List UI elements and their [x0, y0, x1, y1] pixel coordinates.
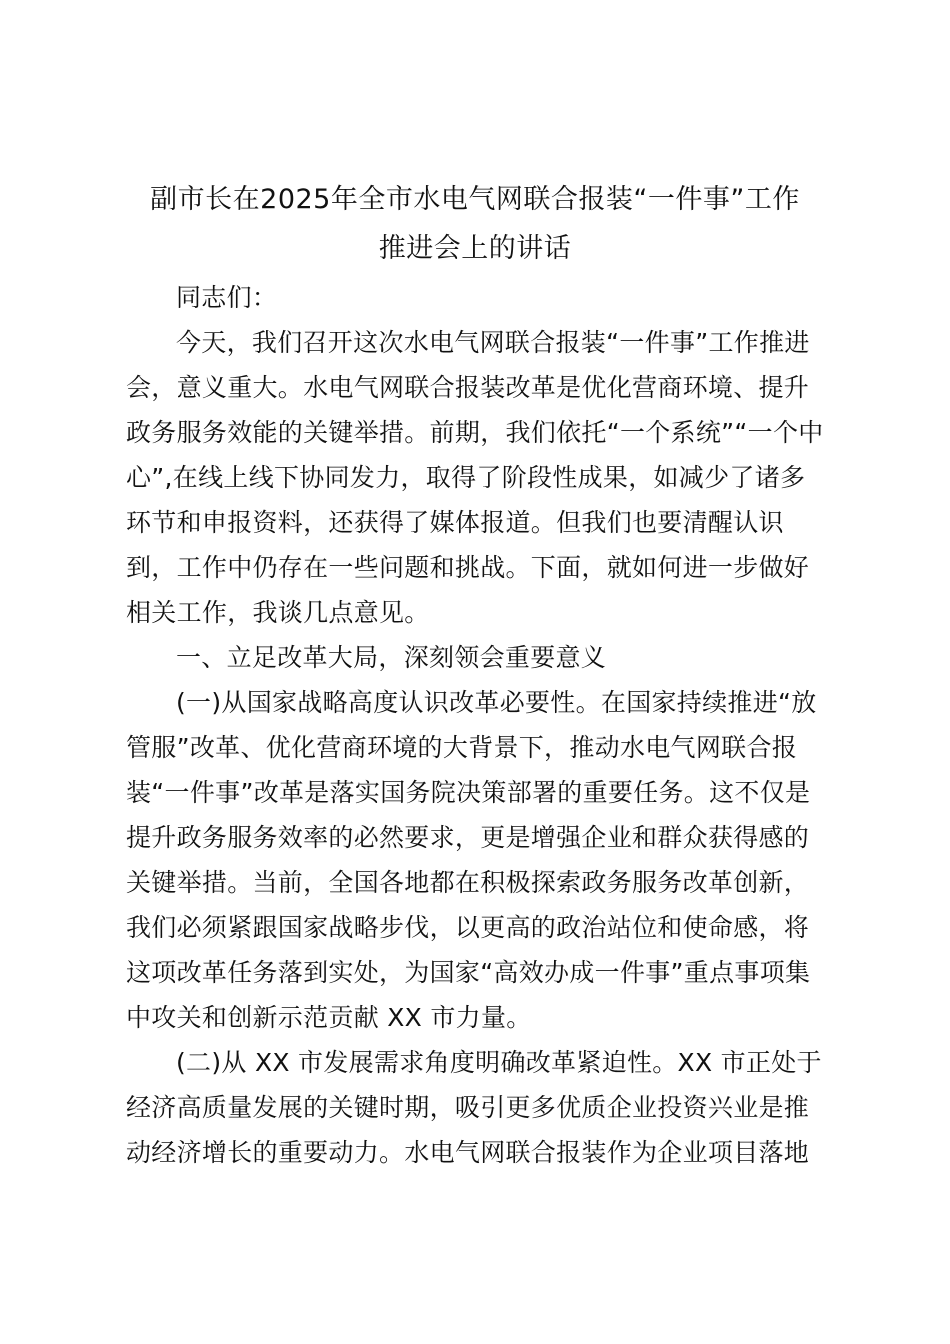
document-body: [126, 275, 826, 1175]
paragraph-line: 管服”改革、优化营商环境的大背景下，推动水电气网联合报: [126, 733, 798, 762]
paragraph-line: (二)从 XX 市发展需求角度明确改革紧迫性。XX 市正处于: [176, 1048, 822, 1077]
paragraph-line: 政务服务效能的关键举措。前期，我们依托“一个系统”“一个中: [126, 418, 824, 447]
paragraph-line: 今天，我们召开这次水电气网联合报装“一件事”工作推进: [176, 328, 810, 357]
section-heading: 一、立足改革大局，深刻领会重要意义: [176, 643, 607, 672]
paragraph-line: (一)从国家战略高度认识改革必要性。在国家持续推进“放: [176, 688, 817, 717]
paragraph-line: 装“一件事”改革是落实国务院决策部署的重要任务。这不仅是: [126, 778, 811, 807]
paragraph-line: 这项改革任务落到实处，为国家“高效办成一件事”重点事项集: [126, 958, 811, 987]
paragraph-line: 环节和申报资料，还获得了媒体报道。但我们也要清醒认识: [126, 508, 784, 537]
paragraph-line: 我们必须紧跟国家战略步伐，以更高的政治站位和使命感，将: [126, 913, 810, 942]
salutation: 同志们：: [176, 283, 278, 312]
title-line-2: 推进会上的讲话: [378, 233, 572, 264]
paragraph-line: 关键举措。当前，全国各地都在积极探索政务服务改革创新，: [126, 868, 810, 897]
paragraph-line: 经济高质量发展的关键时期，吸引更多优质企业投资兴业是推: [126, 1093, 810, 1122]
paragraph-line: 动经济增长的重要动力。水电气网联合报装作为企业项目落地: [126, 1138, 810, 1167]
paragraph-line: 会，意义重大。水电气网联合报装改革是优化营商环境、提升: [126, 373, 810, 402]
paragraph-line: 到，工作中仍存在一些问题和挑战。下面，就如何进一步做好: [126, 553, 810, 582]
paragraph-line: 提升政务服务效率的必然要求，更是增强企业和群众获得感的: [126, 823, 810, 852]
paragraph-line: 相关工作，我谈几点意见。: [126, 598, 430, 627]
title-line-1: 副市长在2025年全市水电气网联合报装“一件事”工作: [150, 184, 800, 215]
paragraph-line: 心”,在线上线下协同发力，取得了阶段性成果，如减少了诸多: [126, 463, 806, 492]
document-title: [110, 175, 840, 273]
paragraph-line: 中攻关和创新示范贡献 XX 市力量。: [126, 1003, 532, 1032]
